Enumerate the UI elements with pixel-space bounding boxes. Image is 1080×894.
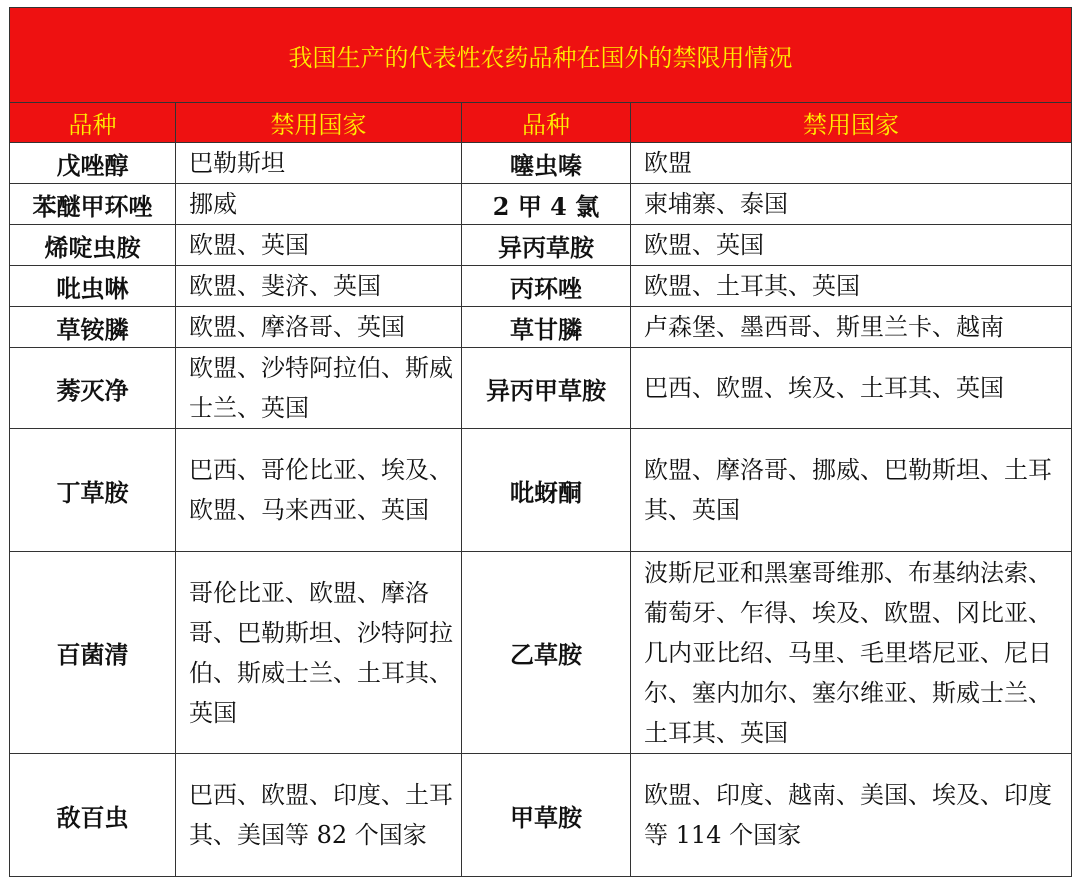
table-row [10, 225, 1072, 266]
variety-cell: 异丙草胺 [462, 225, 631, 266]
variety-cell: 丁草胺 [10, 429, 176, 552]
table-row [10, 348, 1072, 429]
countries-cell: 巴西、欧盟、埃及、土耳其、英国 [631, 348, 1072, 429]
pesticide-ban-table [9, 7, 1072, 877]
variety-cell: 草甘膦 [462, 307, 631, 348]
countries-cell: 挪威 [176, 184, 462, 225]
variety-cell: 甲草胺 [462, 754, 631, 877]
countries-cell: 波斯尼亚和黑塞哥维那、布基纳法索、葡萄牙、乍得、埃及、欧盟、冈比亚、几内亚比绍、马里、毛里塔尼亚、尼日尔、塞内加尔、塞尔维亚、斯威士兰、土耳其、英国 [631, 552, 1072, 754]
table-row [10, 429, 1072, 552]
countries-cell: 哥伦比亚、欧盟、摩洛哥、巴勒斯坦、沙特阿拉伯、斯威士兰、土耳其、英国 [176, 552, 462, 754]
variety-cell: 乙草胺 [462, 552, 631, 754]
variety-cell: 吡蚜酮 [462, 429, 631, 552]
countries-cell: 巴西、哥伦比亚、埃及、欧盟、马来西亚、英国 [176, 429, 462, 552]
variety-cell: 噻虫嗪 [462, 143, 631, 184]
countries-cell: 欧盟、英国 [631, 225, 1072, 266]
table-row [10, 266, 1072, 307]
pesticide-ban-table-container [9, 7, 1071, 877]
title-row [10, 8, 1072, 103]
header-variety-2: 品种 [462, 103, 631, 143]
header-countries-2: 禁用国家 [631, 103, 1072, 143]
variety-cell: 莠灭净 [10, 348, 176, 429]
countries-cell: 欧盟、土耳其、英国 [631, 266, 1072, 307]
table-row [10, 184, 1072, 225]
variety-cell: 2 甲 4 氯 [462, 184, 631, 225]
variety-cell: 丙环唑 [462, 266, 631, 307]
countries-cell: 欧盟、斐济、英国 [176, 266, 462, 307]
countries-cell: 巴西、欧盟、印度、土耳其、美国等 82 个国家 [176, 754, 462, 877]
table-row [10, 307, 1072, 348]
variety-cell: 异丙甲草胺 [462, 348, 631, 429]
header-countries-1: 禁用国家 [176, 103, 462, 143]
countries-cell: 欧盟、英国 [176, 225, 462, 266]
variety-cell: 苯醚甲环唑 [10, 184, 176, 225]
countries-cell: 欧盟、摩洛哥、英国 [176, 307, 462, 348]
table-row [10, 143, 1072, 184]
countries-cell: 卢森堡、墨西哥、斯里兰卡、越南 [631, 307, 1072, 348]
table-title: 我国生产的代表性农药品种在国外的禁限用情况 [10, 8, 1072, 103]
variety-cell: 百菌清 [10, 552, 176, 754]
variety-cell: 戊唑醇 [10, 143, 176, 184]
variety-cell: 烯啶虫胺 [10, 225, 176, 266]
header-variety-1: 品种 [10, 103, 176, 143]
countries-cell: 欧盟 [631, 143, 1072, 184]
countries-cell: 欧盟、印度、越南、美国、埃及、印度等 114 个国家 [631, 754, 1072, 877]
variety-cell: 吡虫啉 [10, 266, 176, 307]
table-row [10, 552, 1072, 754]
header-row [10, 103, 1072, 143]
variety-cell: 敌百虫 [10, 754, 176, 877]
variety-cell: 草铵膦 [10, 307, 176, 348]
countries-cell: 欧盟、沙特阿拉伯、斯威士兰、英国 [176, 348, 462, 429]
countries-cell: 巴勒斯坦 [176, 143, 462, 184]
countries-cell: 欧盟、摩洛哥、挪威、巴勒斯坦、土耳其、英国 [631, 429, 1072, 552]
table-row [10, 754, 1072, 877]
countries-cell: 柬埔寨、泰国 [631, 184, 1072, 225]
